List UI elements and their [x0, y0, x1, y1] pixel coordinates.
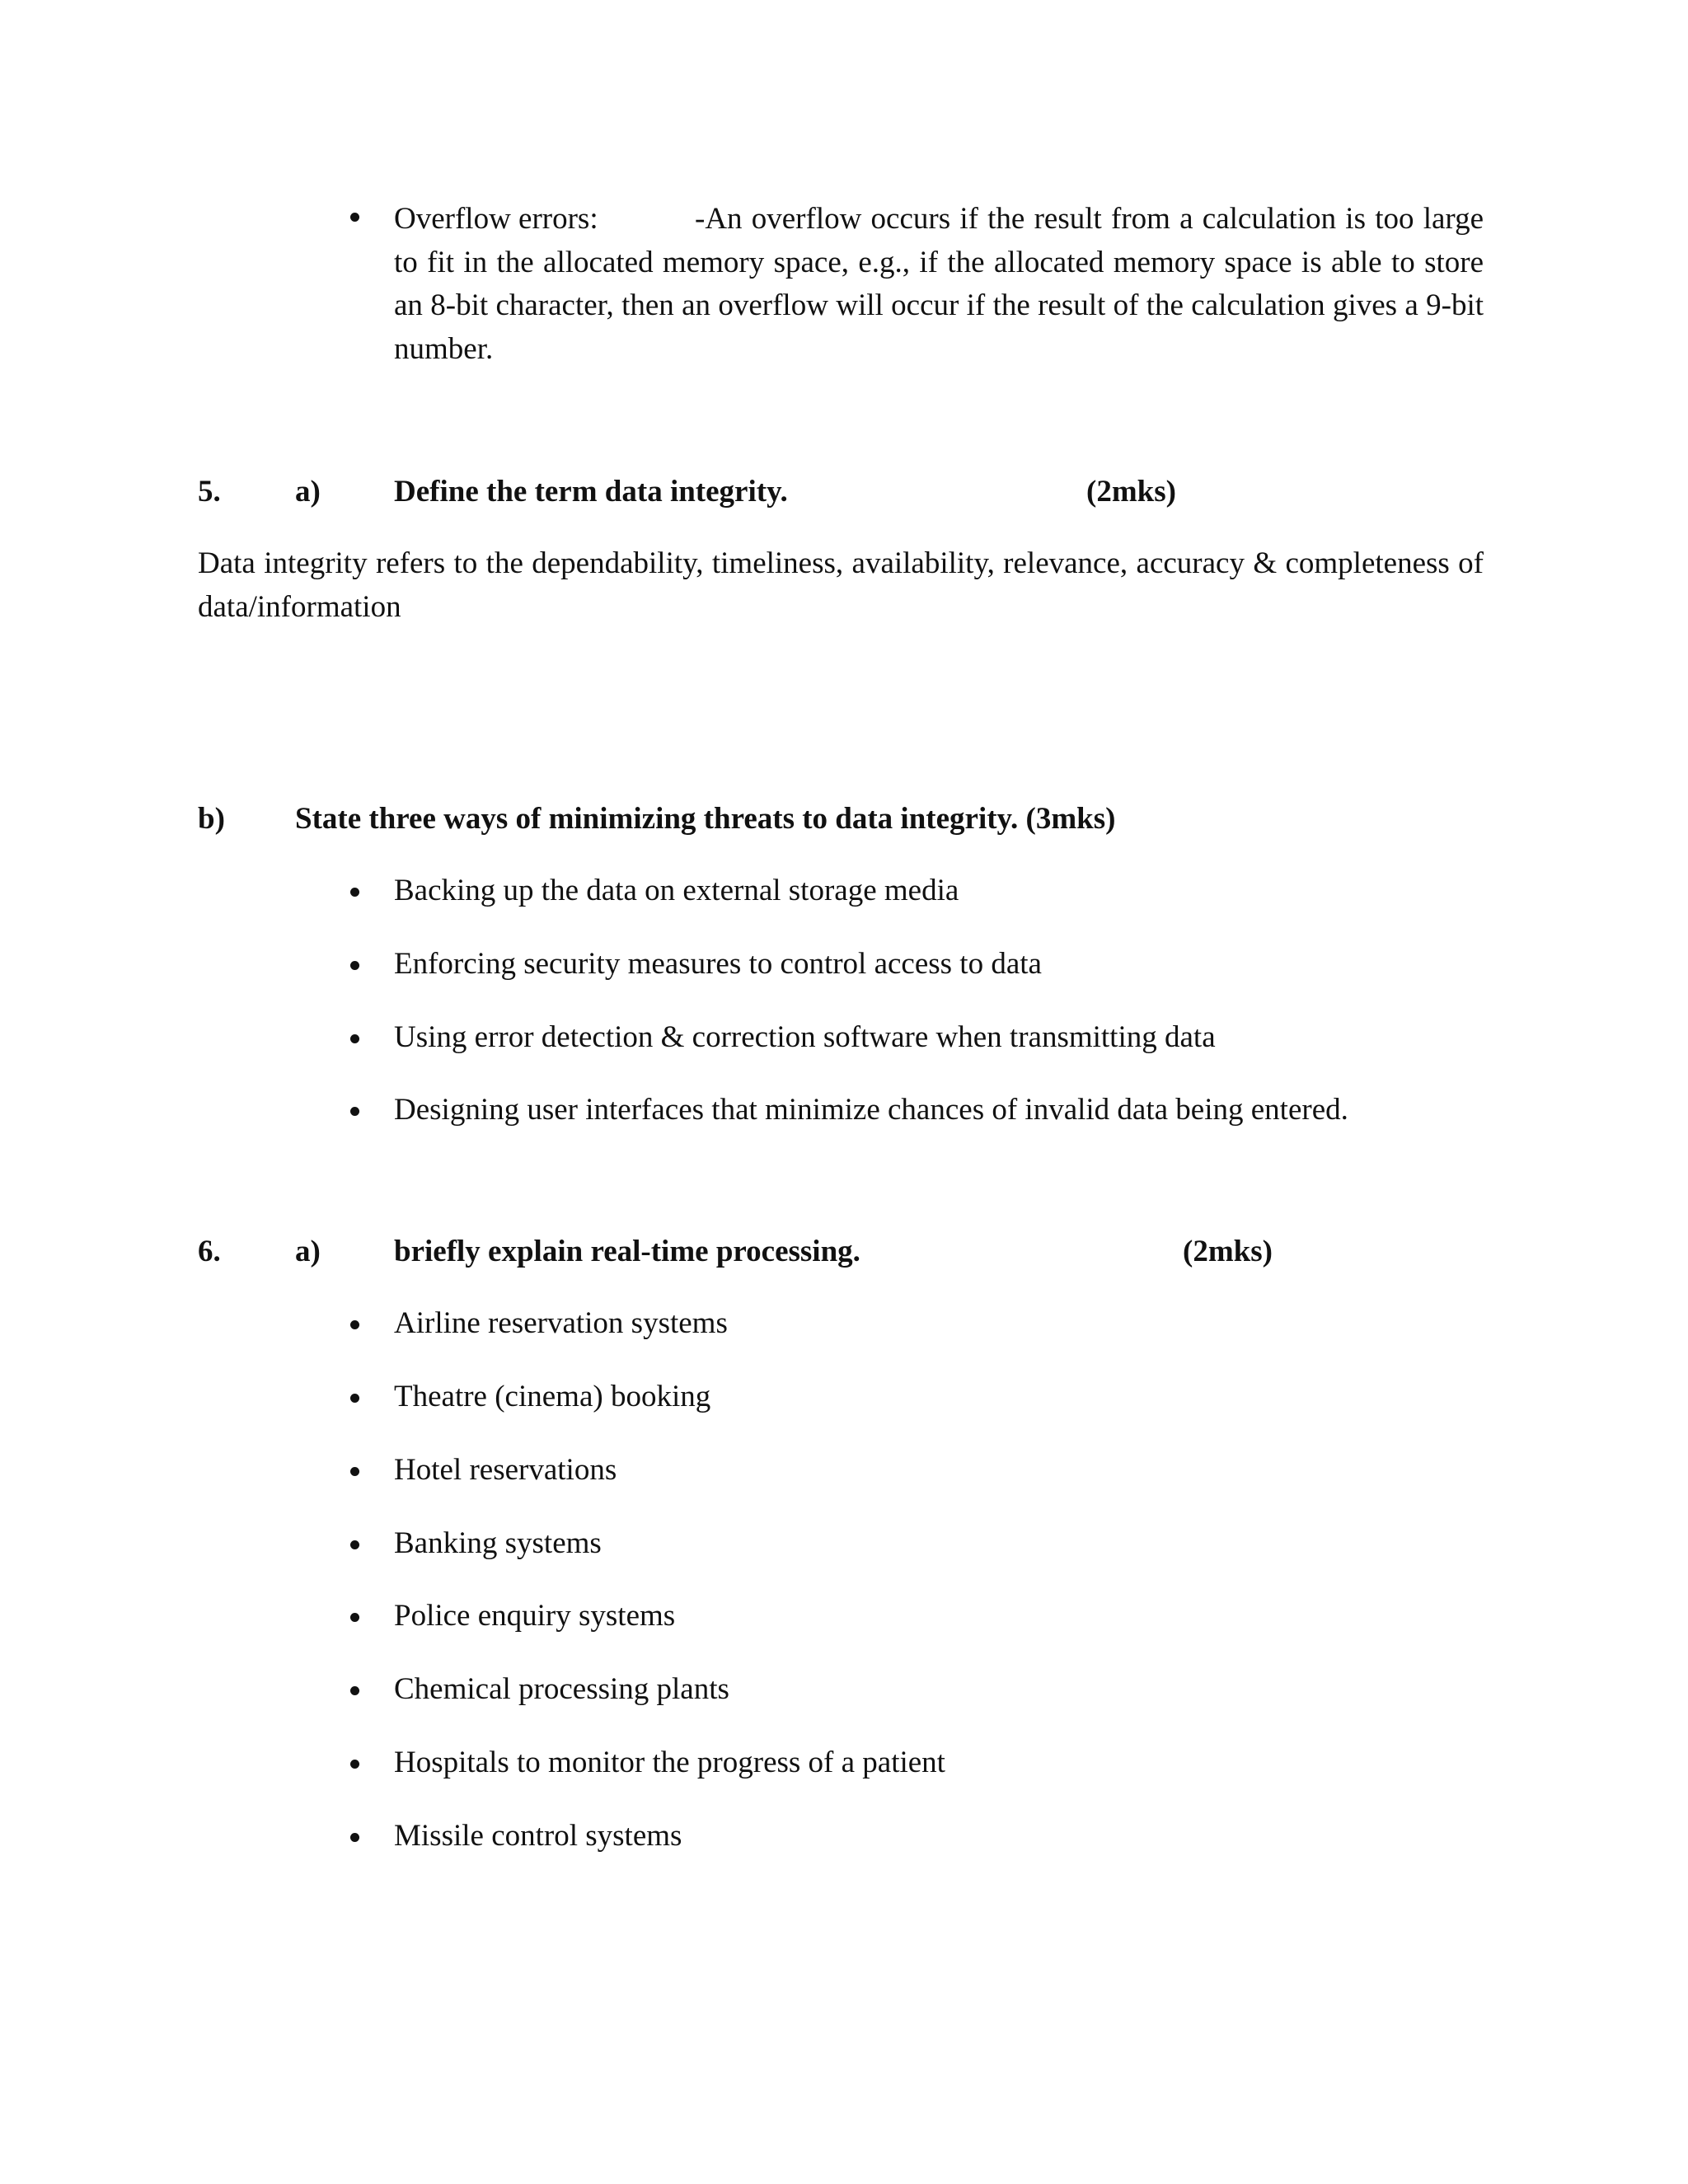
question-5a-marks: (2mks)	[1086, 475, 1176, 509]
bullet-icon	[350, 213, 359, 222]
list-item: Theatre (cinema) booking	[394, 1380, 711, 1413]
question-5a-prompt: Define the term data integrity.	[394, 475, 788, 509]
bullet-icon	[350, 1613, 359, 1622]
bullet-icon	[350, 1034, 359, 1043]
question-5b-prompt: State three ways of minimizing threats to data integrity. (3mks)	[295, 802, 1116, 836]
bullet-icon	[350, 1394, 359, 1403]
data-integrity-definition: Data integrity refers to the dependability, timeliness, availability, relevance, accuracy & completeness of data/information	[198, 546, 1484, 624]
overflow-description: -An overflow occurs if the result from a calculation is too large to fit in the allocated memory space, e.g., if the allocated memory space is able to store an 8-bit character, then an overflow will occur if the result of the calculation gives a 9-bit number.	[394, 202, 1484, 366]
list-item: Enforcing security measures to control access to data	[394, 947, 1042, 981]
list-item: Hospitals to monitor the progress of a patient	[394, 1746, 945, 1779]
bullet-icon	[350, 1686, 359, 1695]
list-item: Hotel reservations	[394, 1453, 617, 1487]
bullet-icon	[350, 1760, 359, 1769]
bullet-icon	[350, 1467, 359, 1476]
question-5a-label: a)	[295, 475, 321, 509]
bullet-icon	[350, 888, 359, 897]
list-item: Banking systems	[394, 1526, 602, 1560]
question-6a-label: a)	[295, 1235, 321, 1268]
question-6-number: 6.	[198, 1235, 221, 1268]
bullet-icon	[350, 1320, 359, 1329]
list-item: Backing up the data on external storage media	[394, 874, 959, 907]
list-item: Missile control systems	[394, 1819, 682, 1853]
list-item: Airline reservation systems	[394, 1306, 728, 1340]
overflow-errors-item	[394, 198, 1484, 371]
bullet-icon	[350, 1107, 359, 1116]
question-6a-prompt: briefly explain real-time processing.	[394, 1235, 860, 1268]
list-item: Designing user interfaces that minimize chances of invalid data being entered.	[394, 1093, 1348, 1127]
bullet-icon	[350, 1833, 359, 1842]
question-6a-marks: (2mks)	[1183, 1235, 1273, 1268]
question-5-number: 5.	[198, 475, 221, 509]
list-item: Police enquiry systems	[394, 1599, 676, 1633]
bullet-icon	[350, 1540, 359, 1549]
list-item: Chemical processing plants	[394, 1672, 729, 1706]
overflow-term: Overflow errors:	[394, 202, 598, 236]
bullet-icon	[350, 961, 359, 970]
list-item: Using error detection & correction software when transmitting data	[394, 1020, 1216, 1054]
question-5b-label: b)	[198, 802, 225, 836]
